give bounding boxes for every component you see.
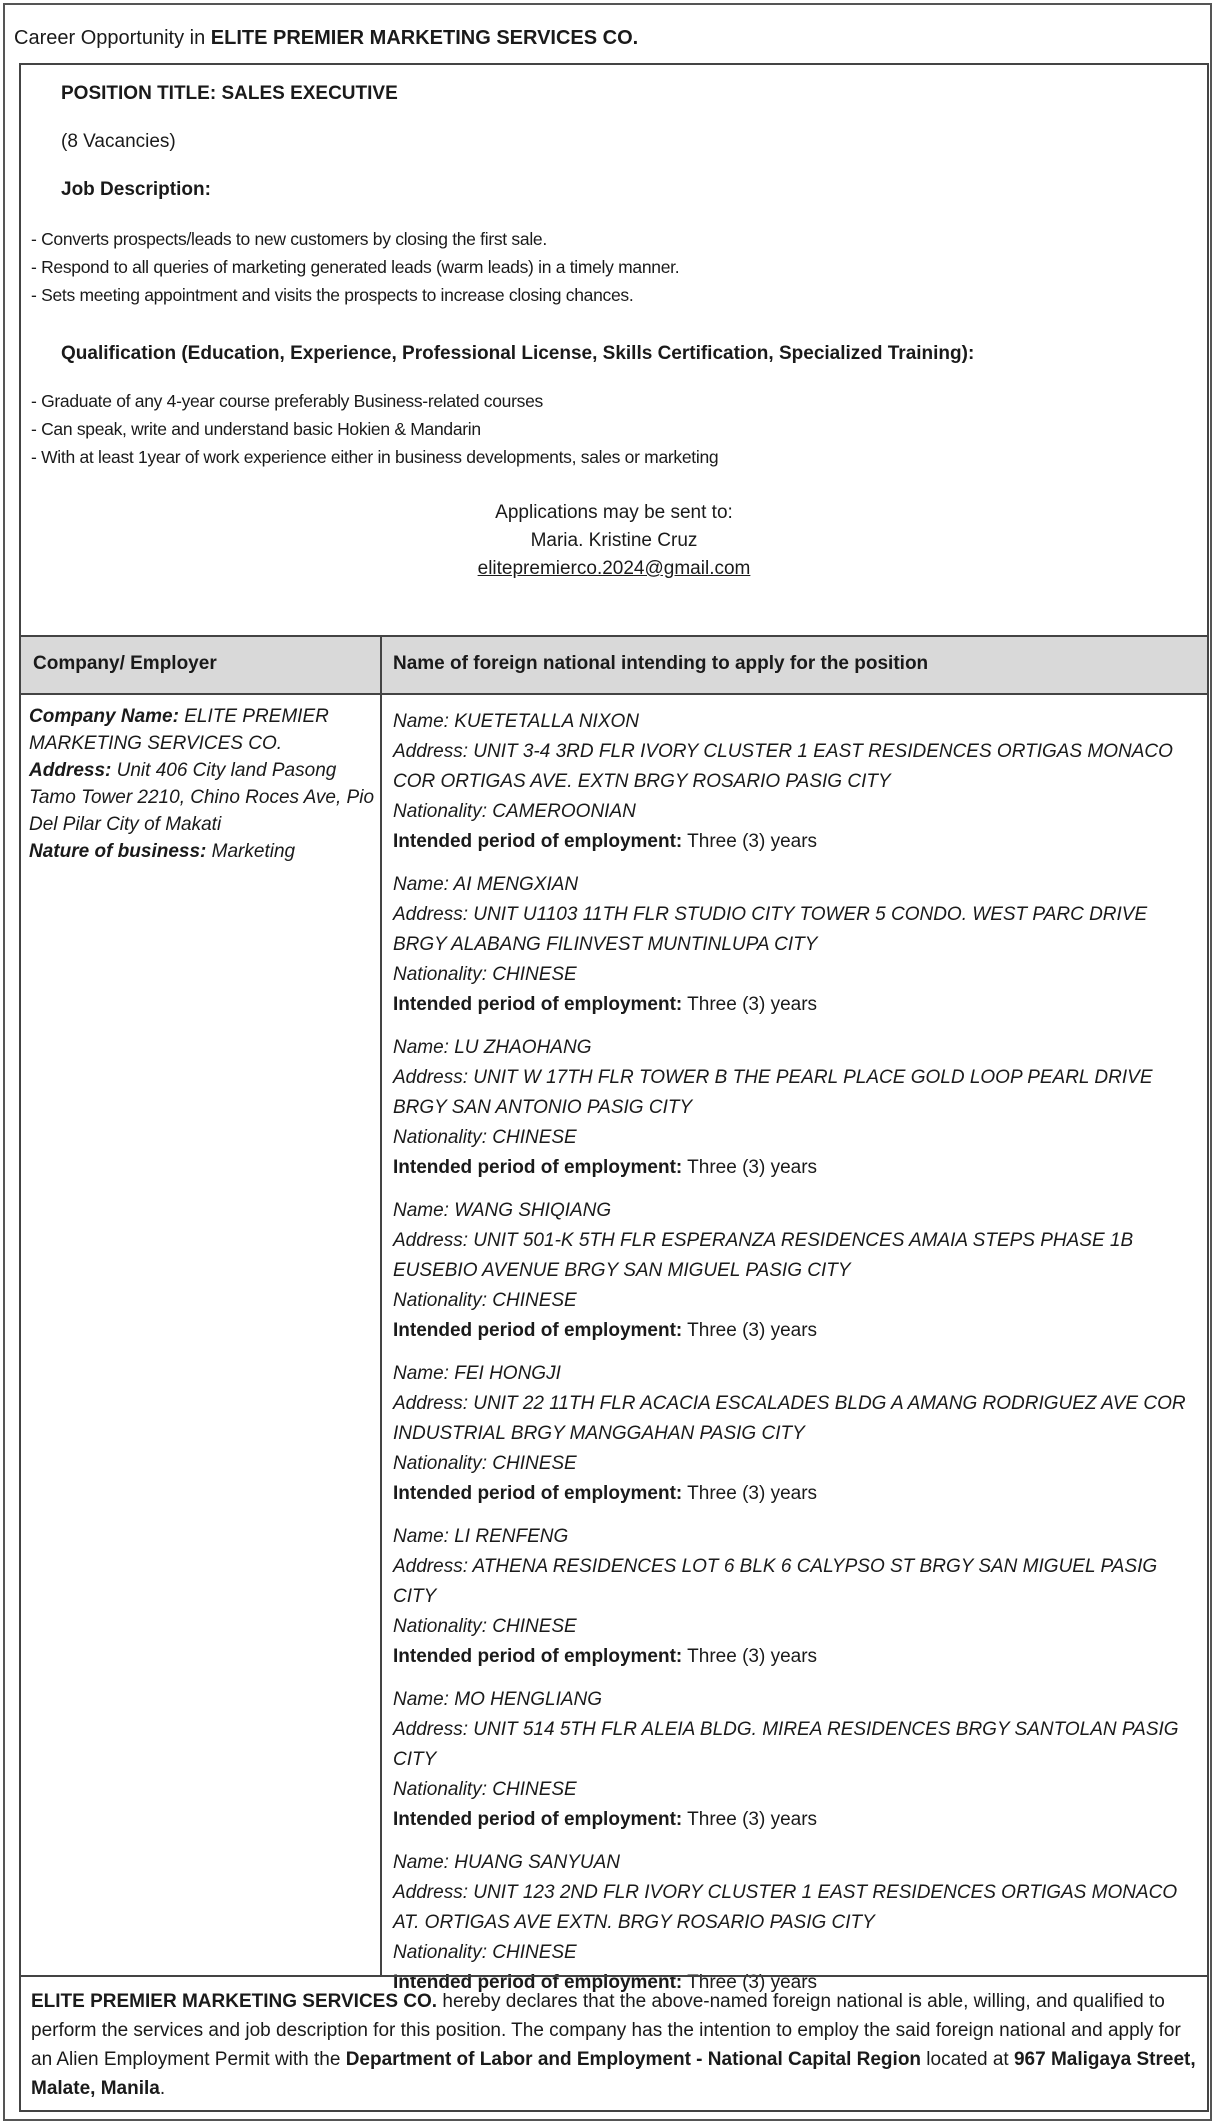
position-title: POSITION TITLE: SALES EXECUTIVE [61,83,398,104]
applicant-name: Name: LI RENFENG [393,1526,569,1547]
job-description-item: - Respond to all queries of marketing generated leads (warm leads) in a timely manner. [31,257,680,277]
applicant-entry [393,1196,1193,1346]
applicant-entry [393,1359,1193,1509]
period-value: Three (3) years [682,831,818,852]
position-section [21,65,1207,635]
applicant-address: Address: UNIT 514 5TH FLR ALEIA BLDG. MIREA RESIDENCES BRGY SANTOLAN PASIG CITY [393,1719,1179,1770]
applicant-period [393,990,1193,1020]
job-description-list [31,225,679,309]
qualification-item: - Graduate of any 4-year course preferably Business-related courses [31,391,543,411]
declaration-dole: Department of Labor and Employment - National Capital Region [345,2049,922,2070]
applicant-nationality: Nationality: CHINESE [393,1290,577,1311]
company-name: ELITE PREMIER MARKETING SERVICES CO. [29,706,329,754]
application-contact [21,499,1207,583]
declaration-text [31,1987,1201,2103]
header-company: ELITE PREMIER MARKETING SERVICES CO. [210,27,639,49]
applicant-address: Address: UNIT U1103 11TH FLR STUDIO CITY TOWER 5 CONDO. WEST PARC DRIVE BRGY ALABANG FILINVEST MUNTINLUPA CITY [393,904,1148,955]
declaration-located: located at [921,2049,1014,2070]
applicant-period [393,1153,1193,1183]
applicant-address: Address: UNIT 501-K 5TH FLR ESPERANZA RESIDENCES AMAIA STEPS PHASE 1B EUSEBIO AVENUE BRGY SAN MIGUEL PASIG CITY [393,1230,1134,1281]
period-label: Intended period of employment: [393,1972,683,1993]
applicant-name: Name: AI MENGXIAN [393,874,579,895]
applicants-table [21,635,1207,1993]
period-label: Intended period of employment: [393,831,683,852]
applicant-address: Address: UNIT 3-4 3RD FLR IVORY CLUSTER 1 EAST RESIDENCES ORTIGAS MONACO COR ORTIGAS AVE. EXTN BRGY ROSARIO PASIG CITY [393,741,1173,792]
contact-name: Maria. Kristine Cruz [530,530,698,551]
applicant-address: Address: UNIT 123 2ND FLR IVORY CLUSTER 1 EAST RESIDENCES ORTIGAS MONACO AT. ORTIGAS AVE EXTN. BRGY ROSARIO PASIG CITY [393,1882,1178,1933]
applicant-name: Name: WANG SHIQIANG [393,1200,612,1221]
applicant-name: Name: MO HENGLIANG [393,1689,603,1710]
period-label: Intended period of employment: [393,994,683,1015]
applicant-nationality: Nationality: CHINESE [393,964,577,985]
period-label: Intended period of employment: [393,1320,683,1341]
job-posting-page [3,3,1212,2121]
applicant-name: Name: FEI HONGJI [393,1363,561,1384]
period-label: Intended period of employment: [393,1483,683,1504]
job-description-label: Job Description: [61,179,211,200]
applicant-nationality: Nationality: CHINESE [393,1127,577,1148]
applicant-entry [393,1033,1193,1183]
column-header-company: Company/ Employer [33,653,217,674]
qualification-item: - With at least 1year of work experience either in business developments, sales or marketing [31,447,719,467]
vacancies: (8 Vacancies) [61,131,176,152]
qualification-label: Qualification (Education, Experience, Professional License, Skills Certification, Specialized Training): [61,343,975,364]
company-address: Unit 406 City land Pasong Tamo Tower 2210, Chino Roces Ave, Pio Del Pilar City of Makati [29,760,375,835]
applicant-entry [393,870,1193,1020]
applicant-nationality: Nationality: CAMEROONIAN [393,801,636,822]
applicant-name: Name: KUETETALLA NIXON [393,711,640,732]
applicant-period [393,827,1193,857]
period-label: Intended period of employment: [393,1157,683,1178]
applicant-nationality: Nationality: CHINESE [393,1942,577,1963]
column-divider [380,637,382,1977]
company-address-label: Address: [29,760,112,781]
page-header [14,25,638,51]
company-info-cell [29,703,374,865]
period-value: Three (3) years [682,1646,818,1667]
qualification-item: - Can speak, write and understand basic Hokien & Mandarin [31,419,481,439]
period-value: Three (3) years [682,1809,818,1830]
column-header-foreign-national: Name of foreign national intending to apply for the position [393,653,929,674]
qualification-list [31,387,718,471]
header-prefix: Career Opportunity in [14,27,211,49]
applicant-nationality: Nationality: CHINESE [393,1616,577,1637]
applicant-entry [393,1522,1193,1672]
posting-frame [19,63,1209,2112]
applicant-entry [393,707,1193,857]
applicant-period [393,1316,1193,1346]
applicant-name: Name: LU ZHAOHANG [393,1037,592,1058]
nature-of-business: Marketing [206,841,296,862]
period-label: Intended period of employment: [393,1809,683,1830]
declaration-body: hereby declares that the above-named foreign national is able, willing, and qualified to perform the services and job description for this position. The company has the intention to employ the said foreign national and apply for an Alien Employment Permit with the [31,1991,1181,2070]
applicant-address: Address: UNIT W 17TH FLR TOWER B THE PEARL PLACE GOLD LOOP PEARL DRIVE BRGY SAN ANTONIO PASIG CITY [393,1067,1153,1118]
company-name-label: Company Name: [29,706,179,727]
applicant-period [393,1805,1193,1835]
nature-of-business-label: Nature of business: [29,841,207,862]
application-label: Applications may be sent to: [495,502,733,523]
applicant-entry [393,1685,1193,1835]
applicants-cell [393,707,1193,2011]
applicant-period [393,1479,1193,1509]
declaration-end: . [159,2078,166,2099]
applicant-name: Name: HUANG SANYUAN [393,1852,620,1873]
applicant-nationality: Nationality: CHINESE [393,1453,577,1474]
period-value: Three (3) years [682,1483,818,1504]
applicant-address: Address: ATHENA RESIDENCES LOT 6 BLK 6 CALYPSO ST BRGY SAN MIGUEL PASIG CITY [393,1556,1158,1607]
declaration-company: ELITE PREMIER MARKETING SERVICES CO. [31,1991,438,2012]
period-value: Three (3) years [682,994,818,1015]
period-value: Three (3) years [682,1972,818,1993]
period-value: Three (3) years [682,1157,818,1178]
applicant-period [393,1642,1193,1672]
declaration-location: 967 Maligaya Street, Malate, Manila [31,2049,1196,2099]
contact-email-link[interactable]: elitepremierco.2024@gmail.com [477,558,751,579]
applicant-nationality: Nationality: CHINESE [393,1779,577,1800]
job-description-item: - Sets meeting appointment and visits the prospects to increase closing chances. [31,285,634,305]
period-label: Intended period of employment: [393,1646,683,1667]
job-description-item: - Converts prospects/leads to new customers by closing the first sale. [31,229,547,249]
table-header-row [21,637,1207,695]
period-value: Three (3) years [682,1320,818,1341]
applicant-address: Address: UNIT 22 11TH FLR ACACIA ESCALADES BLDG A AMANG RODRIGUEZ AVE COR INDUSTRIAL BRGY MANGGAHAN PASIG CITY [393,1393,1186,1444]
